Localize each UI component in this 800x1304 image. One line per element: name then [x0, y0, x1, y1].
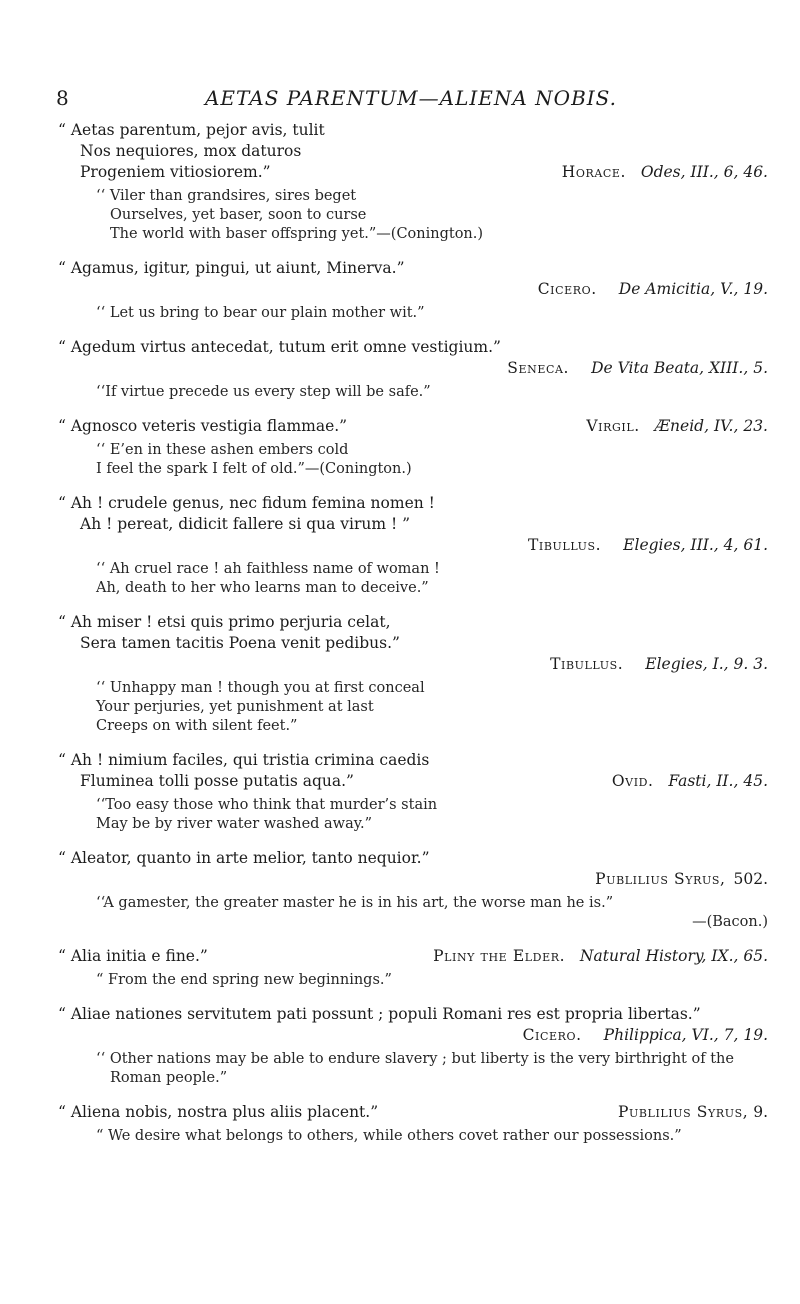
- citation: [58, 869, 768, 890]
- citation: [58, 1025, 768, 1046]
- work-reference: Natural History, IX., 65.: [579, 947, 768, 965]
- latin-quote: “ Aliena nobis, nostra plus aliis placent.”: [58, 1103, 379, 1121]
- work-reference: Odes, III., 6, 46.: [640, 163, 768, 181]
- work-reference: De Vita Beata, XIII., 5.: [591, 359, 768, 377]
- quotation-entry: [58, 612, 768, 736]
- author-name: Seneca.: [507, 359, 570, 377]
- translation: “ We desire what belongs to others, while others covet rather our possessions.”: [96, 1128, 682, 1144]
- translation: “ From the end spring new beginnings.”: [96, 972, 392, 988]
- citation: [58, 358, 768, 379]
- translation: ‘‘ Let us bring to bear our plain mother wit.”: [96, 305, 425, 321]
- quotation-entry: [58, 750, 768, 834]
- quotation-entry: [58, 416, 768, 479]
- quotation-entry: [58, 258, 768, 323]
- work-reference: Æneid, IV., 23.: [654, 417, 768, 435]
- work-reference: Elegies, III., 4, 61.: [623, 536, 768, 554]
- translation: ‘‘ Viler than grandsires, sires beget Ourselves, yet baser, soon to curse The world with baser offspring yet.”—(Conington.): [96, 188, 484, 242]
- work-reference: Elegies, I., 9. 3.: [645, 655, 768, 673]
- work-reference: 502.: [733, 870, 768, 888]
- quotation-entry: [58, 120, 768, 244]
- citation: [58, 946, 768, 967]
- citation: Fluminea tolli posse putatis aqua.” Ovid. Fasti, II., 45.: [80, 772, 768, 790]
- author-name: Tibullus.: [527, 536, 602, 554]
- quotation-entry: [58, 1102, 768, 1146]
- latin-quote: “ Agamus, igitur, pingui, ut aiunt, Minerva.”: [58, 259, 405, 277]
- citation: [58, 654, 768, 675]
- author-name: Publilius Syrus,: [617, 1103, 749, 1121]
- translation: ‘‘ Other nations may be able to endure slavery ; but liberty is the very birthright of the Roman people.”: [96, 1051, 734, 1086]
- author-name: Pliny the Elder.: [433, 947, 566, 965]
- work-reference: Philippica, VI., 7, 19.: [603, 1026, 768, 1044]
- latin-quote: “ Ah ! nimium faciles, qui tristia crimina caedis Fluminea tolli posse putatis aqua.” Ovid. Fasti, II., 45.: [58, 751, 768, 790]
- work-reference: De Amicitia, V., 19.: [618, 280, 768, 298]
- citation: [58, 279, 768, 300]
- author-name: Virgil.: [586, 417, 640, 435]
- work-reference: 9.: [753, 1103, 768, 1121]
- author-name: Cicero.: [522, 1026, 582, 1044]
- author-name: Horace.: [561, 163, 627, 181]
- latin-quote: “ Aliae nationes servitutem pati possunt ; populi Romani res est propria libertas.”: [58, 1005, 701, 1023]
- translation: ‘‘A gamester, the greater master he is in his art, the worse man he is.” —(Bacon.): [96, 895, 768, 930]
- author-name: Publilius Syrus,: [595, 870, 726, 888]
- quotation-entry: [58, 1004, 768, 1088]
- latin-quote: “ Ah ! crudele genus, nec fidum femina nomen ! Ah ! pereat, didicit fallere si qua virum ! ”: [58, 494, 435, 533]
- latin-quote: “ Aetas parentum, pejor avis, tulit Nos nequiores, mox daturos Progeniem vitiosiorem.” Horace. Odes, III., 6, 46.: [58, 121, 768, 181]
- author-name: Ovid.: [611, 772, 654, 790]
- running-header: [56, 86, 766, 114]
- quotation-entry: [58, 337, 768, 402]
- author-name: Tibullus.: [550, 655, 624, 673]
- author-name: Cicero.: [537, 280, 597, 298]
- work-reference: Fasti, II., 45.: [668, 772, 768, 790]
- latin-quote: “ Ah miser ! etsi quis primo perjuria celat, Sera tamen tacitis Poena venit pedibus.”: [58, 613, 400, 652]
- translation: ‘‘ Ah cruel race ! ah faithless name of woman ! Ah, death to her who learns man to deceive.”: [96, 561, 440, 596]
- quotation-entry: [58, 946, 768, 990]
- translation: ‘‘ Unhappy man ! though you at first conceal Your perjuries, yet punishment at last Creeps on with silent feet.”: [96, 680, 425, 734]
- citation: [58, 535, 768, 556]
- citation: [58, 1102, 768, 1123]
- page-number: 8: [56, 86, 69, 110]
- translation: ‘‘If virtue precede us every step will be safe.”: [96, 384, 431, 400]
- citation: Progeniem vitiosiorem.” Horace. Odes, III., 6, 46.: [80, 163, 768, 181]
- quotation-entry: [58, 848, 768, 932]
- latin-quote: “ Alia initia e fine.”: [58, 947, 208, 965]
- running-title: AETAS PARENTUM—ALIENA NOBIS.: [204, 86, 618, 110]
- translation: ‘‘ E’en in these ashen embers cold I feel the spark I felt of old.”—(Conington.): [96, 442, 412, 477]
- translation: ‘‘Too easy those who think that murder’s stain May be by river water washed away.”: [96, 797, 438, 832]
- latin-quote: “ Agedum virtus antecedat, tutum erit omne vestigium.”: [58, 338, 501, 356]
- latin-quote: “ Agnosco veteris vestigia flammae.”: [58, 417, 348, 435]
- quotation-entry: [58, 493, 768, 598]
- citation: [58, 416, 768, 437]
- quotation-list: [58, 120, 768, 1146]
- latin-quote: “ Aleator, quanto in arte melior, tanto nequior.”: [58, 849, 430, 867]
